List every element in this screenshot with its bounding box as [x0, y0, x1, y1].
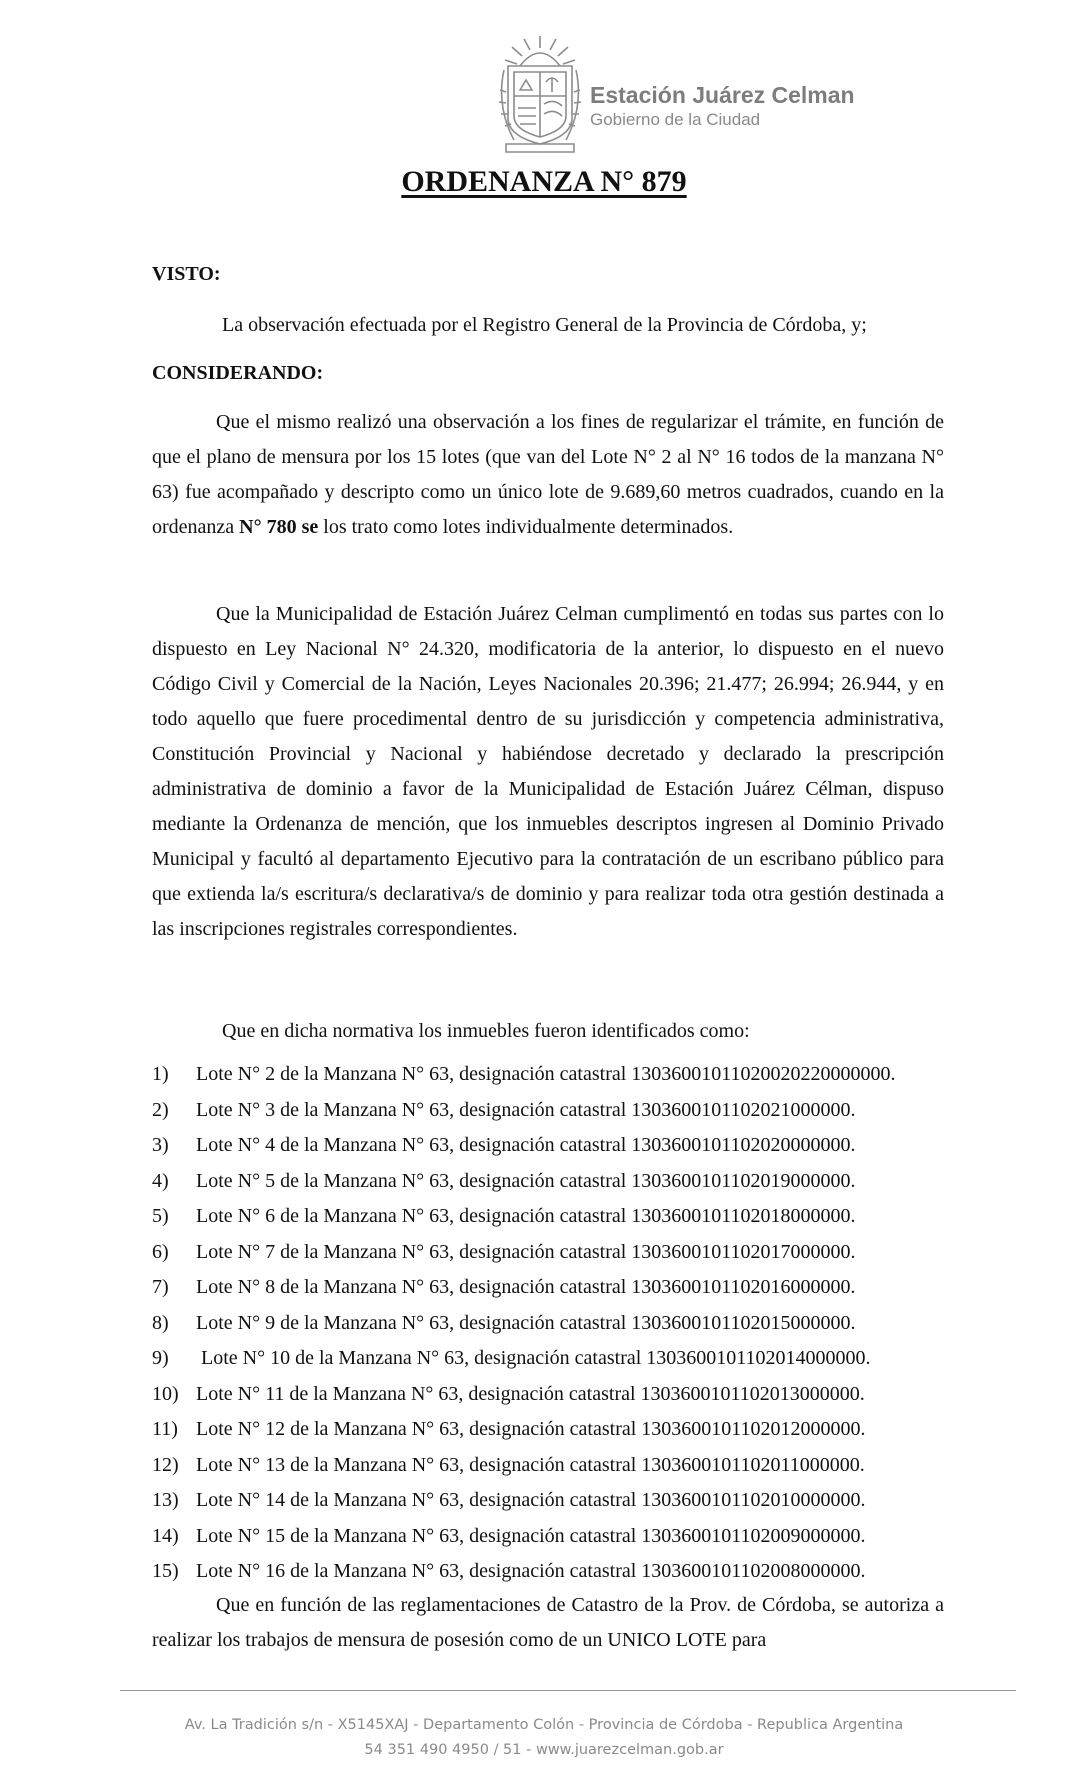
footer-contact: 54 351 490 4950 / 51 - www.juarezcelman.gob.ar [364, 1742, 724, 1758]
list-item [152, 1483, 896, 1519]
list-item-number: 7) [152, 1276, 169, 1298]
list-item-number: 15) [152, 1560, 179, 1582]
list-item-text: Lote N° 5 de la Manzana N° 63, designación catastral 1303600101102019000000. [196, 1169, 856, 1192]
list-item-number: 10) [152, 1382, 179, 1405]
p4-text: Que en función de las reglamentaciones de Catastro de la Prov. de Córdoba, se autoriza a realizar los trabajos de mensura de posesión como de un UNICO LOTE para [152, 1594, 944, 1651]
list-item-text: Lote N° 4 de la Manzana N° 63, designación catastral 1303600101102020000000. [196, 1134, 856, 1156]
list-item [152, 1341, 896, 1377]
visto-heading: VISTO: [152, 263, 221, 285]
list-item-number: 14) [152, 1524, 179, 1547]
list-item-number: 2) [152, 1098, 169, 1121]
list-item-text: Lote N° 12 de la Manzana N° 63, designación catastral 1303600101102012000000. [196, 1418, 866, 1440]
list-item-text: Lote N° 9 de la Manzana N° 63, designación catastral 1303600101102015000000. [196, 1311, 856, 1334]
list-item-number: 8) [152, 1311, 169, 1334]
list-item-number: 11) [152, 1418, 178, 1440]
list-item-number: 6) [152, 1240, 169, 1263]
list-item [152, 1199, 896, 1235]
list-item [152, 1270, 896, 1306]
considerando-paragraph-3: Que en dicha normativa los inmuebles fueron identificados como: [222, 1020, 750, 1042]
document-title: ORDENANZA N° 879 [401, 165, 687, 198]
list-item-text: Lote N° 16 de la Manzana N° 63, designación catastral 1303600101102008000000. [196, 1560, 866, 1582]
considerando-heading: CONSIDERANDO: [152, 362, 324, 384]
p1-bold-reference: N° 780 se [239, 516, 319, 538]
p1-text-end: los trato como lotes individualmente determinados. [318, 516, 734, 538]
p2-text: Que la Municipalidad de Estación Juárez Celman cumplimentó en todas sus partes con lo dispuesto en Ley Nacional N° 24.320, modificatoria de la anterior, lo dispuesto en el nuevo Código Civil y Comercial de la Nación, Leyes Nacionales 20.396; 21.477; 26.994; 26.944, y en todo aquello que fuere procedimental dentro de su jurisdicción y competencia administrativa, Constitución Provincial y Nacional y habiéndose decretado y declarado la prescripción administrativa de dominio a favor de la Municipalidad de Estación Juárez Célman, dispuso mediante la Ordenanza de mención, que los inmuebles descriptos ingresen al Dominio Privado Municipal y facultó al departamento Ejecutivo para la contratación de un escribano público para que extienda la/s escritura/s declarativa/s de dominio y para realizar toda otra gestión destinada a las inscripciones registrales correspondientes. [152, 603, 944, 940]
footer-divider [120, 1690, 1016, 1691]
list-item [152, 1412, 896, 1448]
list-item [152, 1057, 896, 1093]
municipality-subtitle: Gobierno de la Ciudad [590, 110, 761, 129]
list-item [152, 1377, 896, 1413]
list-item [152, 1093, 896, 1129]
list-item-text: Lote N° 15 de la Manzana N° 63, designación catastral 1303600101102009000000. [196, 1524, 866, 1547]
list-item [152, 1554, 896, 1590]
municipality-name: Estación Juárez Celman [590, 82, 855, 108]
list-item-number: 4) [152, 1169, 169, 1192]
list-item-text: Lote N° 11 de la Manzana N° 63, designación catastral 1303600101102013000000. [196, 1382, 865, 1405]
municipal-crest-icon [490, 30, 590, 158]
list-item-number: 3) [152, 1134, 169, 1156]
list-item [152, 1306, 896, 1342]
considerando-paragraph-4 [152, 1588, 944, 1658]
list-item-number: 5) [152, 1205, 169, 1227]
list-item [152, 1519, 896, 1555]
list-item [152, 1164, 896, 1200]
list-item-text: Lote N° 6 de la Manzana N° 63, designación catastral 1303600101102018000000. [196, 1205, 856, 1227]
lot-list [152, 1057, 896, 1590]
visto-text: La observación efectuada por el Registro General de la Provincia de Córdoba, y; [222, 314, 867, 336]
list-item-text: Lote N° 3 de la Manzana N° 63, designación catastral 1303600101102021000000. [196, 1098, 856, 1121]
list-item-number: 12) [152, 1453, 179, 1476]
list-item-text: Lote N° 2 de la Manzana N° 63, designación catastral 13036001011020020220000000. [196, 1063, 896, 1085]
list-item-text: Lote N° 13 de la Manzana N° 63, designación catastral 1303600101102011000000. [196, 1453, 865, 1476]
list-item-text: Lote N° 14 de la Manzana N° 63, designación catastral 1303600101102010000000. [196, 1489, 866, 1511]
list-item-number: 9) [152, 1347, 169, 1369]
considerando-paragraph-1 [152, 405, 944, 545]
letterhead [490, 30, 890, 158]
list-item-text: Lote N° 8 de la Manzana N° 63, designación catastral 1303600101102016000000. [196, 1276, 856, 1298]
p1-text-start: Que el mismo realizó una observación a los fines de regularizar el trámite, en función de que el plano de mensura por los 15 lotes (que van del Lote N° 2 al N° 16 todos de la manzana N° 63) fue acompañado y descripto como un único lote de 9.689,60 metros cuadrados, cuando en la ordenanza [152, 411, 944, 538]
list-item [152, 1235, 896, 1271]
list-item [152, 1448, 896, 1484]
footer-address: Av. La Tradición s/n - X5145XAJ - Departamento Colón - Provincia de Córdoba - Republica Argentina [184, 1717, 904, 1733]
list-item-text: Lote N° 7 de la Manzana N° 63, designación catastral 1303600101102017000000. [196, 1240, 856, 1263]
considerando-paragraph-2 [152, 597, 944, 947]
list-item [152, 1128, 896, 1164]
list-item-number: 1) [152, 1063, 169, 1085]
list-item-number: 13) [152, 1489, 179, 1511]
list-item-text: Lote N° 10 de la Manzana N° 63, designación catastral 1303600101102014000000. [196, 1347, 871, 1369]
